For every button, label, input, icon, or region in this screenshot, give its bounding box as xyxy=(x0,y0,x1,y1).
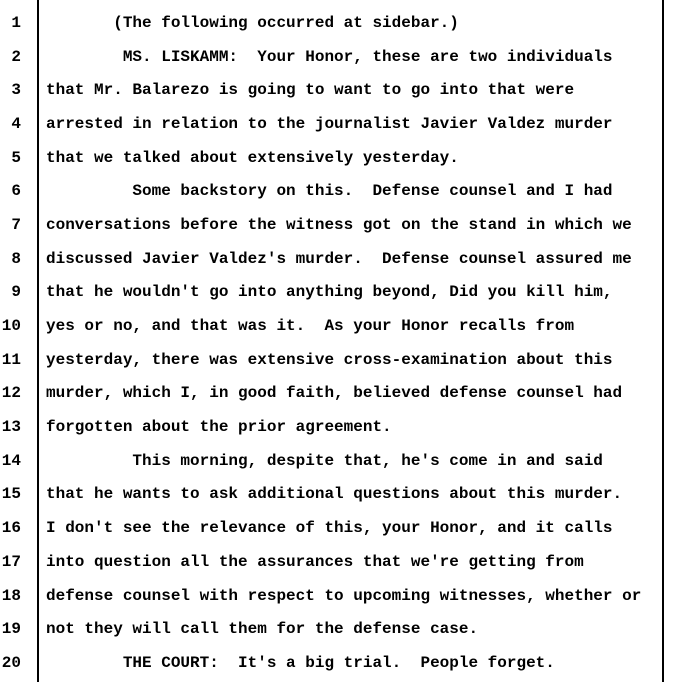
transcript-line xyxy=(0,410,681,444)
line-number: 18 xyxy=(1,586,21,605)
transcript-line xyxy=(0,646,681,680)
line-text: murder, which I, in good faith, believed defense counsel had xyxy=(46,384,623,403)
line-text: forgotten about the prior agreement. xyxy=(46,418,392,437)
line-text: into question all the assurances that we're getting from xyxy=(46,552,584,571)
line-text: THE COURT: It's a big trial. People forget. xyxy=(46,653,555,672)
line-text: not they will call them for the defense case. xyxy=(46,620,479,639)
line-text: Some backstory on this. Defense counsel and I had xyxy=(46,182,613,201)
transcript-line xyxy=(0,579,681,613)
transcript-line xyxy=(0,478,681,512)
line-text: (The following occurred at sidebar.) xyxy=(46,13,459,32)
transcript-line xyxy=(0,276,681,310)
transcript-line xyxy=(0,242,681,276)
line-text: defense counsel with respect to upcoming witnesses, whether or xyxy=(46,586,642,605)
line-number: 9 xyxy=(11,283,21,302)
line-number: 3 xyxy=(11,81,21,100)
line-number: 12 xyxy=(1,384,21,403)
line-text: that he wouldn't go into anything beyond, Did you kill him, xyxy=(46,283,613,302)
line-number: 13 xyxy=(1,418,21,437)
line-number: 7 xyxy=(11,215,21,234)
line-number: 1 xyxy=(11,13,21,32)
transcript-line xyxy=(0,377,681,411)
line-number: 19 xyxy=(1,620,21,639)
line-number: 4 xyxy=(11,114,21,133)
line-text: I don't see the relevance of this, your Honor, and it calls xyxy=(46,519,613,538)
line-text: that Mr. Balarezo is going to want to go into that were xyxy=(46,81,575,100)
transcript-line xyxy=(0,343,681,377)
line-number: 2 xyxy=(11,47,21,66)
transcript-line xyxy=(0,444,681,478)
line-number: 6 xyxy=(11,182,21,201)
line-text: MS. LISKAMM: Your Honor, these are two individuals xyxy=(46,47,613,66)
transcript-line xyxy=(0,73,681,107)
transcript-line xyxy=(0,141,681,175)
line-number: 5 xyxy=(11,148,21,167)
line-text: yes or no, and that was it. As your Honor recalls from xyxy=(46,317,575,336)
transcript-line xyxy=(0,511,681,545)
line-text: that we talked about extensively yesterday. xyxy=(46,148,459,167)
transcript-line xyxy=(0,6,681,40)
transcript-line xyxy=(0,174,681,208)
transcript-line xyxy=(0,612,681,646)
line-number: 8 xyxy=(11,249,21,268)
line-text: conversations before the witness got on the stand in which we xyxy=(46,215,632,234)
line-number: 15 xyxy=(1,485,21,504)
line-number: 11 xyxy=(1,350,21,369)
line-number: 10 xyxy=(1,317,21,336)
line-text: arrested in relation to the journalist Javier Valdez murder xyxy=(46,114,613,133)
transcript-line xyxy=(0,545,681,579)
line-number: 16 xyxy=(1,519,21,538)
transcript-line xyxy=(0,40,681,74)
line-number: 14 xyxy=(1,451,21,470)
transcript-line xyxy=(0,309,681,343)
line-text: discussed Javier Valdez's murder. Defense counsel assured me xyxy=(46,249,632,268)
line-number: 20 xyxy=(1,653,21,672)
transcript-line xyxy=(0,208,681,242)
transcript-line xyxy=(0,107,681,141)
line-number: 17 xyxy=(1,552,21,571)
line-text: yesterday, there was extensive cross-examination about this xyxy=(46,350,613,369)
line-text: This morning, despite that, he's come in and said xyxy=(46,451,603,470)
line-text: that he wants to ask additional questions about this murder. xyxy=(46,485,623,504)
transcript-rows xyxy=(0,6,681,680)
